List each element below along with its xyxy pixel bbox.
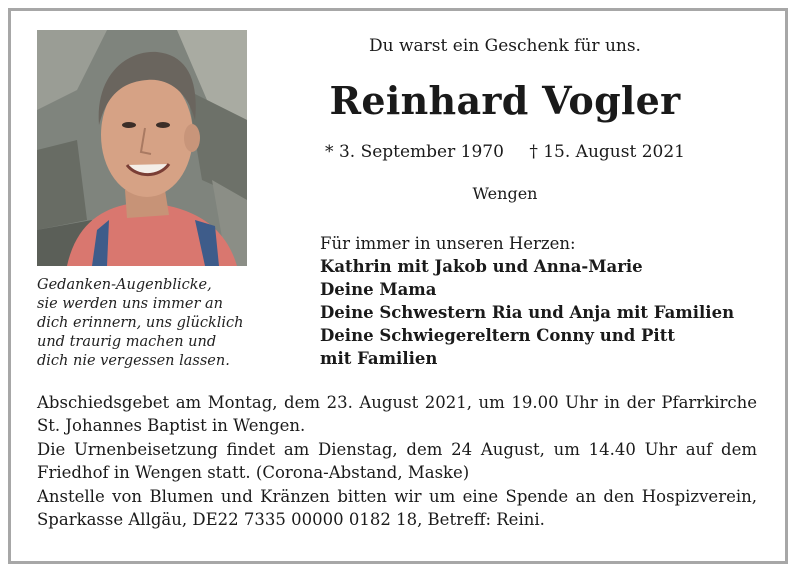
quote-line: dich erinnern, uns glücklich <box>37 315 244 331</box>
quote-line: Gedanken-Augenblicke, <box>37 277 212 293</box>
life-dates <box>270 142 740 162</box>
mourner-line: mit Familien <box>320 349 438 368</box>
mourner-line: Deine Mama <box>320 280 437 299</box>
portrait-photo <box>37 30 247 266</box>
mourner-line: Deine Schwestern Ria und Anja mit Familien <box>320 303 735 322</box>
urn-burial-paragraph: Die Urnenbeisetzung findet am Dienstag, dem 24 August, um 14.40 Uhr auf dem Friedhof in Wengen statt. (Corona-Abstand, Maske) <box>37 440 757 482</box>
mourner-line: Deine Schwiegereltern Conny und Pitt <box>320 326 675 345</box>
mourner-line: Kathrin mit Jakob und Anna-Marie <box>320 257 643 276</box>
motto: Du warst ein Geschenk für uns. <box>369 36 641 56</box>
donation-paragraph: Anstelle von Blumen und Kränzen bitten wir um eine Spende an den Hospizverein, Sparkasse Allgäu, DE22 7335 00000 0182 18, Betreff: Reini. <box>37 487 757 529</box>
place: Wengen <box>472 184 538 203</box>
quote-line: und traurig machen und <box>37 334 217 350</box>
memorial-quote <box>37 276 267 371</box>
mourners-list <box>320 232 760 370</box>
service-details <box>37 392 757 533</box>
death-date: † 15. August 2021 <box>529 142 685 162</box>
birth-date: * 3. September 1970 <box>325 142 504 162</box>
farewell-prayer-paragraph: Abschiedsgebet am Montag, dem 23. August 2021, um 19.00 Uhr in der Pfarrkirche St. Johannes Baptist in Wengen. <box>37 393 757 435</box>
deceased-name: Reinhard Vogler <box>329 78 681 123</box>
quote-line: sie werden uns immer an <box>37 296 223 312</box>
quote-line: dich nie vergessen lassen. <box>37 353 230 369</box>
mourners-intro: Für immer in unseren Herzen: <box>320 234 576 253</box>
